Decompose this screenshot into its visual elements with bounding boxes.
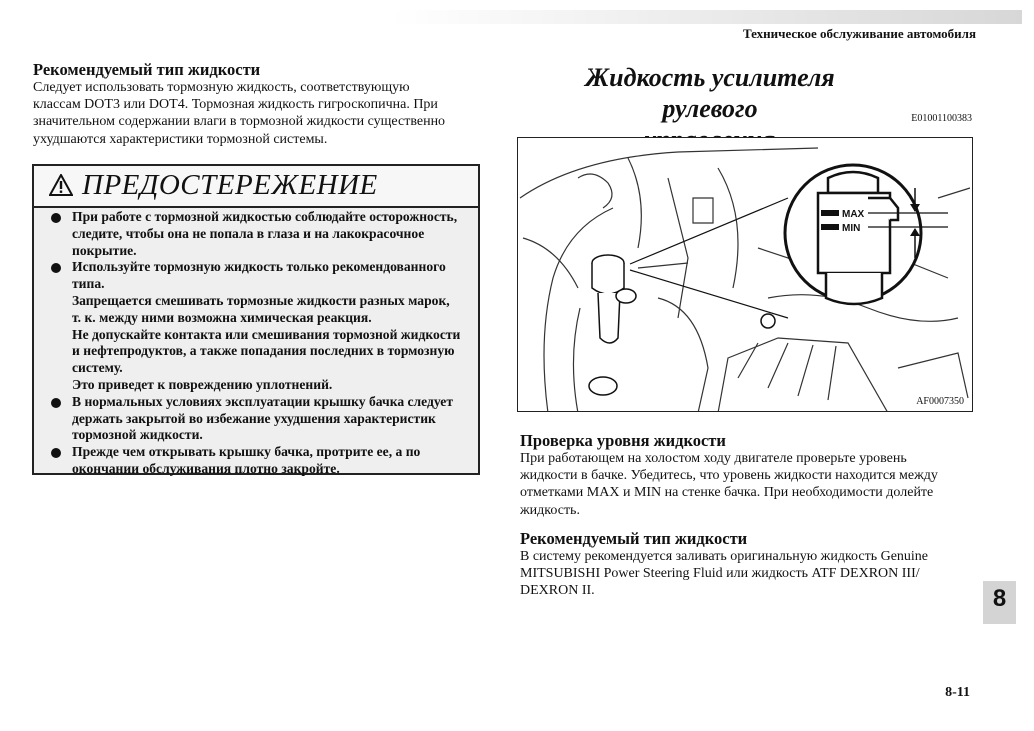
min-label: MIN	[842, 223, 861, 234]
engine-illustration-svg	[518, 138, 973, 412]
bullet-icon	[51, 213, 61, 223]
ps-fluid-type-heading: Рекомендуемый тип жидкости	[520, 529, 748, 548]
bullet-icon	[51, 398, 61, 408]
bullet-icon	[51, 263, 61, 273]
chapter-tab	[983, 581, 1016, 624]
warning-item: Используйте тормозную жидкость только рекомендованного типа. Запрещается смешивать тормозные жидкости разных марок, т. к. между ними возможна химическая реакция. Не допускайте контакта или смешивания тормозной жидкости и нефтепродуктов, а также попадания последних в тормозную систему. Это приведет к повреждению уплотнений.	[34, 259, 478, 393]
section-title: Жидкость усилителя рулевого	[585, 63, 835, 123]
figure-label: AF0007350	[916, 396, 964, 407]
warning-title: ПРЕДОСТЕРЕЖЕНИЕ	[82, 169, 378, 201]
bullet-icon	[51, 448, 61, 458]
max-label: MAX	[842, 209, 865, 220]
warning-header	[34, 166, 478, 208]
chapter-number: 8	[992, 585, 1007, 612]
warning-item: Прежде чем открывать крышку бачка, протрите ее, а по окончании обслуживания плотно закройте.	[34, 444, 478, 478]
brake-fluid-type-heading: Рекомендуемый тип жидкости	[33, 60, 261, 79]
running-header: Техническое обслуживание автомобиля	[742, 26, 976, 41]
warning-item: При работе с тормозной жидкостью соблюдайте осторожность, следите, чтобы она не попала в глаза и на лакокрасочное покрытие.	[34, 209, 478, 259]
page-number: 8-11	[945, 685, 970, 700]
warning-triangle-icon	[49, 174, 73, 196]
warning-item: В нормальных условиях эксплуатации крышку бачка следует держать закрытой во избежание ухудшения характеристик тормозной жидкости.	[34, 394, 478, 444]
brake-fluid-paragraph: Следует использовать тормозную жидкость, соответствующую классам DOT3 или DOT4. Тормозная жидкость гигроскопична. При значительном содержании влаги в тормозной жидкости существенно ухудшаются характеристики тормозной системы.	[33, 80, 446, 147]
ps-fluid-paragraph: В систему рекомендуется заливать оригинальную жидкость Genuine MITSUBISHI Power Steering Fluid или жидкость ATF DEXRON III/ DEXRON II.	[520, 549, 929, 599]
level-check-paragraph: При работающем на холостом ходу двигателе проверьте уровень жидкости в бачке. Убедитесь, что уровень жидкости находится между отметками MAX и MIN на стенке бачка. При необходимости долейте жидкость.	[520, 451, 938, 518]
level-check-heading: Проверка уровня жидкости	[520, 431, 726, 450]
document-code: E01001100383	[911, 113, 972, 124]
header-gray-bar	[390, 10, 1022, 24]
warning-box	[32, 164, 480, 475]
engine-bay-illustration	[517, 137, 973, 412]
warning-list	[34, 209, 478, 478]
